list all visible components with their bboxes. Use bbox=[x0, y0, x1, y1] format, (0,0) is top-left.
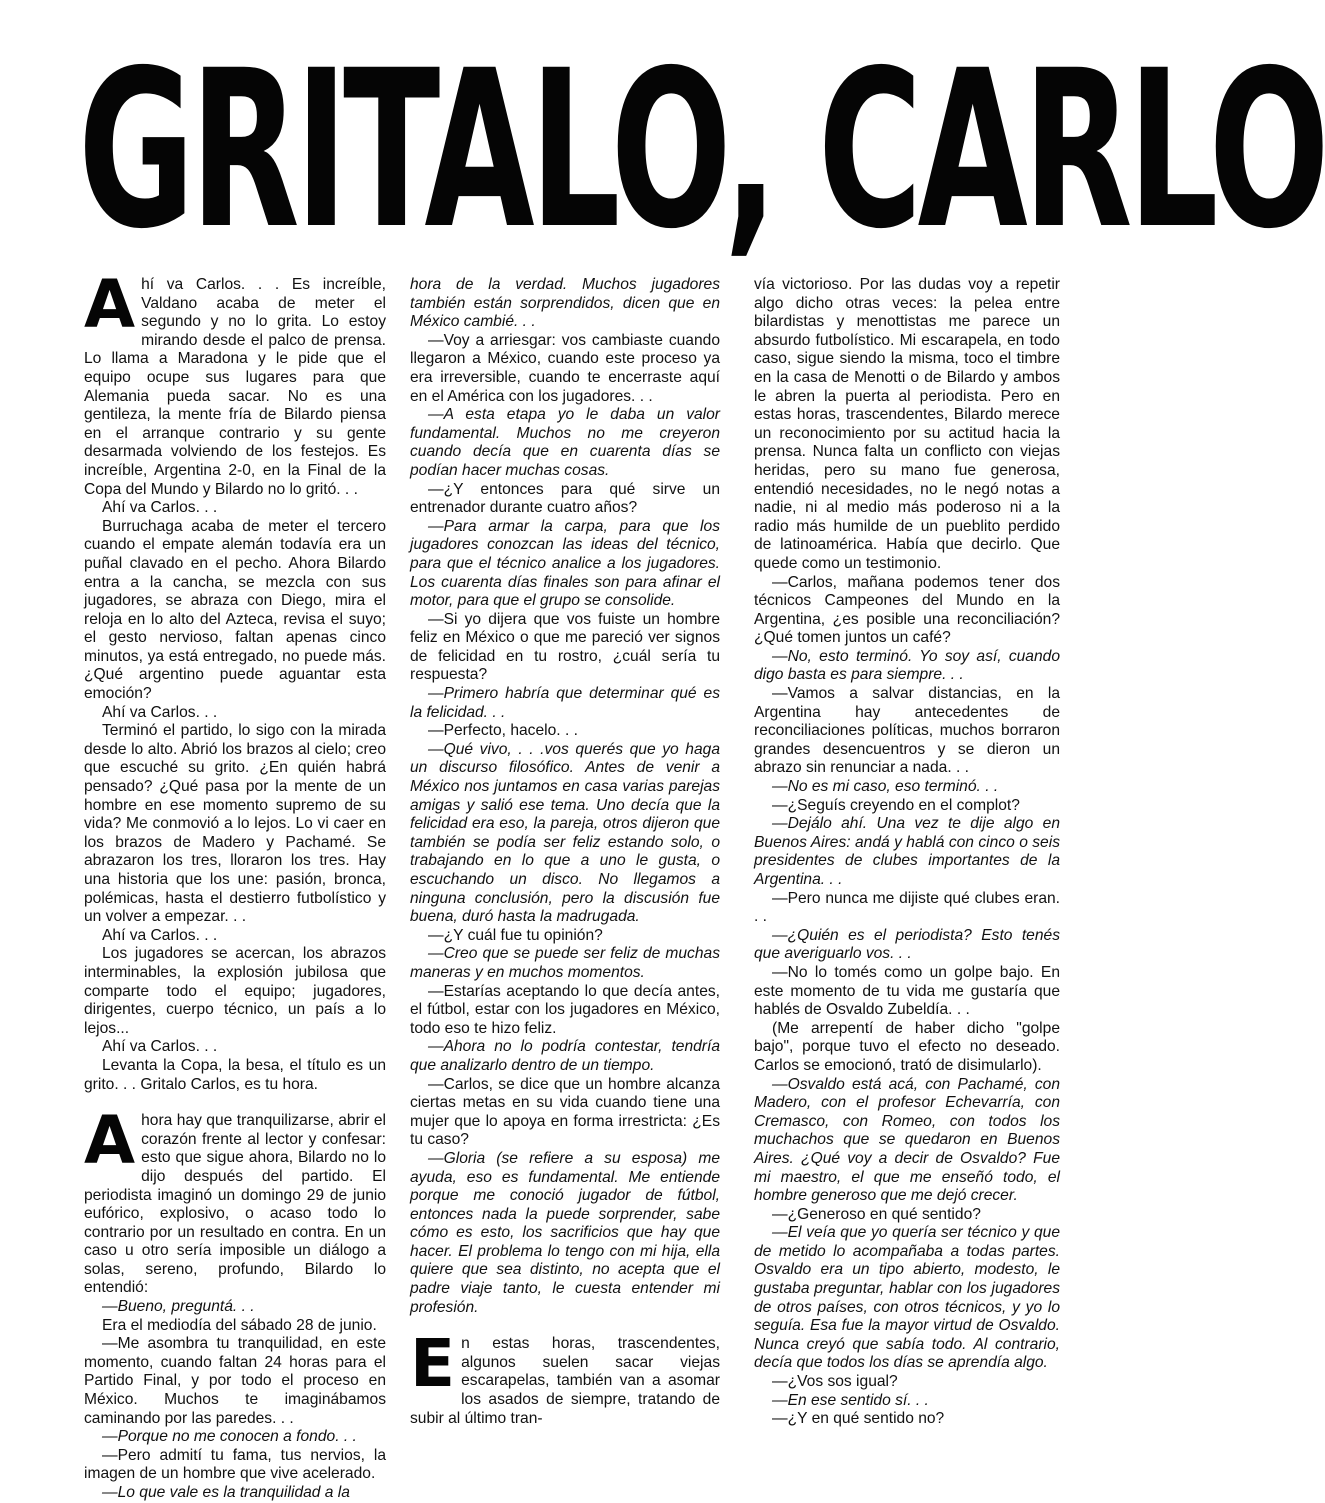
paragraph-text: —Carlos, se dice que un hombre alcanza ciertas metas en su vida cuando tiene una mujer que lo apoya en forma irrestricta: ¿Es tu caso? bbox=[410, 1075, 720, 1149]
paragraph-text: —Bueno, preguntá. . . bbox=[102, 1298, 255, 1316]
article-paragraph bbox=[84, 704, 386, 723]
article-column-3 bbox=[754, 276, 1060, 1492]
article-paragraph bbox=[754, 648, 1060, 685]
article-paragraph bbox=[410, 927, 720, 946]
paragraph-text: Ahí va Carlos. . . bbox=[102, 703, 218, 721]
paragraph-text: —Estarías aceptando lo que decía antes, el fútbol, estar con los jugadores en México, todo eso te hizo feliz. bbox=[410, 982, 720, 1037]
paragraph-text: —En ese sentido sí. . . bbox=[772, 1391, 929, 1409]
article-paragraph bbox=[410, 611, 720, 685]
article-paragraph bbox=[754, 1373, 1060, 1392]
drop-cap: E bbox=[410, 1325, 456, 1403]
paragraph-text: —¿Seguís creyendo en el complot? bbox=[772, 796, 1020, 814]
article-paragraph bbox=[84, 1298, 386, 1317]
paragraph-text: Era el mediodía del sábado 28 de junio. bbox=[102, 1316, 377, 1334]
article-paragraph bbox=[410, 1325, 720, 1428]
article-paragraph bbox=[84, 1038, 386, 1057]
article-paragraph bbox=[410, 1076, 720, 1150]
article-paragraph bbox=[410, 983, 720, 1039]
article-paragraph bbox=[84, 1317, 386, 1336]
article-paragraph bbox=[84, 945, 386, 1038]
paragraph-text: —Gloria (se refiere a su esposa) me ayuda, eso es fundamental. Me entiende porque me conoció jugador de fútbol, entonces nada la puede sorprender, sabe cómo es esto, los sacrificios que hay que hacer. El problema lo tengo con mi hija, ella quiere que sea distinto, no acepta que el padre viaje tanto, le cuesta entender mi profesión. bbox=[410, 1149, 720, 1316]
article-paragraph bbox=[84, 1428, 386, 1447]
paragraph-text: —¿Y cuál fue tu opinión? bbox=[428, 926, 603, 944]
paragraph-text: —Si yo dijera que vos fuiste un hombre feliz en México o que me pareció ver signos de felicidad en tu rostro, ¿cuál sería tu respuesta? bbox=[410, 610, 720, 684]
paragraph-text: —Primero habría que determinar qué es la felicidad. . . bbox=[410, 685, 720, 721]
article-paragraph bbox=[754, 815, 1060, 889]
article-paragraph bbox=[754, 1224, 1060, 1373]
paragraph-text: Ahí va Carlos. . . bbox=[102, 499, 218, 517]
article-column-2 bbox=[410, 276, 720, 1492]
paragraph-text: —No, esto terminó. Yo soy así, cuando digo basta es para siempre. . . bbox=[754, 647, 1060, 684]
article-paragraph bbox=[754, 890, 1060, 927]
article-paragraph bbox=[754, 778, 1060, 797]
paragraph-text: —Dejálo ahí. Una vez te dije algo en Buenos Aires: andá y hablá con cinco o seis presidentes de clubes importantes de la Argentina. . . bbox=[754, 815, 1060, 888]
paragraph-text: —Voy a arriesgar: vos cambiaste cuando llegaron a México, cuando este proceso ya era irreversible, cuando te encerraste aquí en el América con los jugadores. . . bbox=[410, 331, 720, 405]
article-paragraph bbox=[754, 927, 1060, 964]
paragraph-text: —¿Quién es el periodista? Esto tenés que averiguarlo vos. . . bbox=[754, 926, 1060, 963]
article-paragraph bbox=[410, 332, 720, 406]
article-paragraph bbox=[754, 574, 1060, 648]
article-paragraph bbox=[410, 1150, 720, 1317]
paragraph-text: —A esta etapa yo le daba un valor fundamental. Muchos no me creyeron cuando decía que en cuarenta días se podían hacer muchas cosas. bbox=[410, 406, 720, 479]
paragraph-text: —Lo que vale es la tranquilidad a la bbox=[102, 1484, 350, 1501]
article-paragraph bbox=[84, 499, 386, 518]
article-paragraph bbox=[84, 1057, 386, 1094]
article-paragraph bbox=[754, 1410, 1060, 1429]
paragraph-text: —¿Y en qué sentido no? bbox=[772, 1410, 945, 1428]
paragraph-text: Burruchaga acaba de meter el tercero cuando el empate alemán todavía era un puñal clavado en el pecho. Ahora Bilardo entra a la cancha, se mezcla con sus jugadores, se abraza con Diego, mira el reloja en lo alto del Azteca, revisa el suyo; el gesto nervioso, faltan apenas cinco minutos, ya está entregado, no puede más. ¿Qué argentino puede aguantar esta emoción? bbox=[84, 517, 386, 703]
drop-cap: A bbox=[84, 1102, 136, 1180]
paragraph-text: Los jugadores se acercan, los abrazos interminables, la explosión jubilosa que comparte todo el equipo; jugadores, dirigentes, cuerpo técnico, un país a lo lejos... bbox=[84, 945, 386, 1037]
article-paragraph bbox=[410, 406, 720, 480]
paragraph-text: hí va Carlos. . . Es increíble, Valdano acaba de meter el segundo y no lo grita. Lo estoy mirando desde el palco de prensa. Lo llama a Maradona y le pide que el equipo ocupe sus lugares para que Alemania pueda sacar. No es una gentileza, la mente fría de Bilardo piensa en el arranque contrario y su gente desarmada volviendo de los festejos. Es increíble, Argentina 2-0, en la Final de la Copa del Mundo y Bilardo no lo gritó. . . bbox=[84, 276, 386, 498]
paragraph-text: Ahí va Carlos. . . bbox=[102, 926, 218, 944]
article-headline: GRITALO, CARLO bbox=[78, 23, 1325, 277]
article-paragraph bbox=[84, 266, 386, 499]
paragraph-text: —Para armar la carpa, para que los jugadores conozcan las ideas del técnico, para que el técnico analice a los jugadores. Los cuarenta días finales son para afinar el motor, para que el grupo se consolide. bbox=[410, 517, 720, 610]
article-paragraph bbox=[84, 1335, 386, 1428]
paragraph-text: —Porque no me conocen a fondo. . . bbox=[102, 1428, 357, 1446]
paragraph-text: —Osvaldo está acá, con Pachamé, con Madero, con el profesor Echevarría, con Cremasco, con Romeo, con todos los muchachos que se quedaron en Buenos Aires. ¿Qué voy a decir de Osvaldo? Fue mi maestro, el que me enseñó todo, el hombre generoso que me dejó crecer. bbox=[754, 1075, 1060, 1205]
article-column-1 bbox=[84, 266, 386, 1501]
paragraph-text: vía victorioso. Por las dudas voy a repetir algo dicho otras veces: la pelea entre bilardistas y menottistas me parece un absurdo futbolístico. Mi escarapela, en todo caso, sigue siendo la misma, toco el timbre en la casa de Menotti o de Bilardo y ambos le abren la puerta al periodista. Pero en estas horas, trascendentes, Bilardo merece un reconocimiento por su actitud hacia la prensa. Nunca falta un conflicto con viejas heridas, pero su mano fue generosa, entendió necesidades, no le negó notas a nadie, ni al medio más poderoso ni a la radio más humilde de un pueblito perdido de latinoamérica. Había que decirlo. Que quede como un testimonio. bbox=[754, 276, 1060, 572]
article-paragraph bbox=[754, 1206, 1060, 1225]
paragraph-text: —Carlos, mañana podemos tener dos técnicos Campeones del Mundo en la Argentina, ¿es posible una reconciliación? ¿Qué tomen juntos un café? bbox=[754, 573, 1060, 647]
paragraph-text: —El veía que yo quería ser técnico y que de metido lo acompañaba a todas partes. Osvaldo era un tipo abierto, modesto, le gustaba preguntar, hablar con los jugadores de otros países, con otros técnicos, y yo lo seguía. Esa fue la mayor virtud de Osvaldo. Nunca creyó que sabía todo. Al contrario, decía que todos los días se aprendía algo. bbox=[754, 1224, 1060, 1372]
article-paragraph bbox=[410, 518, 720, 611]
paragraph-text: n estas horas, trascendentes, algunos suelen sacar viejas escarapelas, también van a asomar los asados de siempre, tratando de subir al último tran- bbox=[410, 1335, 720, 1427]
paragraph-text: —No lo tomés como un golpe bajo. En este momento de tu vida me gustaría que hablés de Osvaldo Zubeldía. . . bbox=[754, 963, 1060, 1019]
paragraph-text: —¿Y entonces para qué sirve un entrenador durante cuatro años? bbox=[410, 480, 720, 517]
paragraph-text: —No es mi caso, eso terminó. . . bbox=[772, 778, 999, 796]
drop-cap: A bbox=[84, 266, 136, 343]
paragraph-text: (Me arrepentí de haber dicho "golpe bajo", porque tuvo el efecto no deseado. Carlos se emocionó, trató de disimularlo). bbox=[754, 1019, 1060, 1074]
paragraph-text: —Ahora no lo podría contestar, tendría que analizarlo dentro de un tiempo. bbox=[410, 1038, 720, 1074]
article-paragraph bbox=[754, 1020, 1060, 1076]
article-paragraph bbox=[410, 685, 720, 722]
article-paragraph bbox=[84, 518, 386, 704]
article-paragraph bbox=[410, 741, 720, 927]
paragraph-text: hora hay que tranquilizarse, abrir el corazón frente al lector y confesar: esto que sigue ahora, Bilardo no lo dijo después del partido. El periodista imaginó un domingo 29 de junio eufórico, explosivo, o acaso todo lo contrario por un resultado en contra. En un caso u otro sería imposible un diálogo a solas, sereno, profundo, Bilardo lo entendió: bbox=[84, 1112, 386, 1297]
article-paragraph bbox=[754, 964, 1060, 1020]
paragraph-text: —Creo que se puede ser feliz de muchas maneras y en muchos momentos. bbox=[410, 945, 720, 981]
paragraph-text: —¿Generoso en qué sentido? bbox=[772, 1205, 981, 1223]
article-paragraph bbox=[410, 945, 720, 982]
article-paragraph bbox=[754, 1076, 1060, 1206]
paragraph-text: —Pero nunca me dijiste qué clubes eran. . . bbox=[754, 889, 1060, 926]
article-paragraph bbox=[84, 1447, 386, 1484]
article-paragraph bbox=[410, 481, 720, 518]
paragraph-text: —¿Vos sos igual? bbox=[772, 1373, 898, 1391]
paragraph-text: Terminó el partido, lo sigo con la mirada desde lo alto. Abrió los brazos al cielo; creo que escuché su grito. ¿En quién habrá pensado? ¿Qué pasa por la mente de un hombre en ese momento supremo de su vida? Me conmovió a lo lejos. Lo vi caer en los brazos de Madero y Pachamé. Se abrazaron los tres, lloraron los tres. Hay una historia que los une: pasión, bronca, polémicas, hasta el destierro futbolístico y un volver a empezar. . . bbox=[84, 722, 386, 926]
article-paragraph bbox=[410, 722, 720, 741]
article-paragraph bbox=[84, 1484, 386, 1503]
headline-area bbox=[0, 0, 1325, 277]
paragraph-text: —Me asombra tu tranquilidad, en este momento, cuando faltan 24 horas para el Partido Final, y por todo el proceso en México. Muchos te imaginábamos caminando por las paredes. . . bbox=[84, 1335, 386, 1427]
article-paragraph bbox=[754, 797, 1060, 816]
article-paragraph bbox=[754, 1392, 1060, 1411]
article-paragraph bbox=[410, 1038, 720, 1075]
article-paragraph bbox=[84, 722, 386, 927]
paragraph-text: Levanta la Copa, la besa, el título es un grito. . . Gritalo Carlos, es tu hora. bbox=[84, 1056, 386, 1093]
article-paragraph bbox=[84, 1102, 386, 1298]
paragraph-text: —Vamos a salvar distancias, en la Argentina hay antecedentes de reconciliaciones políticas, muchos borraron grandes desencuentros y se dieron un abrazo sin renunciar a nada. . . bbox=[754, 685, 1060, 777]
paragraph-text: —Perfecto, hacelo. . . bbox=[428, 722, 578, 740]
paragraph-text: —Pero admití tu fama, tus nervios, la imagen de un hombre que vive acelerado. bbox=[84, 1446, 386, 1483]
paragraph-text: Ahí va Carlos. . . bbox=[102, 1038, 218, 1056]
article-paragraph bbox=[410, 276, 720, 332]
paragraph-text: —Qué vivo, . . .vos querés que yo haga un discurso filosófico. Antes de venir a México nos juntamos en casa varias parejas amigas y salió ese tema. Uno decía que la felicidad era eso, la pareja, otros dijeron que también se podía ser feliz estando solo, o trabajando en lo que a uno le gusta, o escuchando un disco. No llegamos a ninguna conclusión, pero la discusión fue buena, duró hasta la madrugada. bbox=[410, 740, 720, 926]
article-paragraph bbox=[84, 927, 386, 946]
article-paragraph bbox=[754, 685, 1060, 778]
paragraph-text: hora de la verdad. Muchos jugadores también están sorprendidos, dicen que en México cambié. . . bbox=[410, 276, 720, 331]
article-paragraph bbox=[754, 276, 1060, 574]
